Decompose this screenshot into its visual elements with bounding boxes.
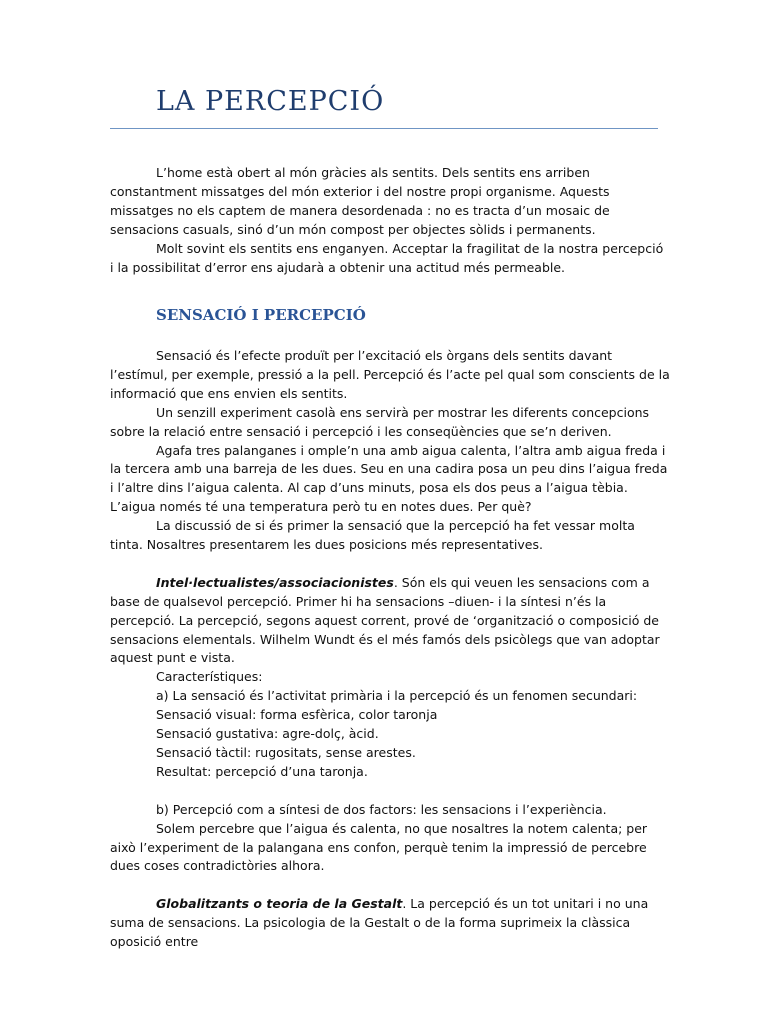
gestalt-text: . La percepció és un tot unitari i no una suma de sensacions. La psicologia de la Gestalt o de la forma suprimeix la clàssica oposició entre	[110, 896, 649, 950]
intro-section	[110, 164, 670, 277]
intellectualists-term: Intel·lectualistes/associacionistes	[156, 574, 394, 590]
gestalt-paragraph	[110, 895, 670, 952]
spacer	[110, 782, 670, 801]
point-b-paragraph: Solem percebre que l’aigua és calenta, no que nosaltres la notem calenta; per això l’experiment de la palangana ens confon, perquè tenim la impressió de percebre dues coses contradictòries alhora.	[110, 820, 648, 874]
spacer	[110, 876, 670, 895]
intellectualists-text: . Són els qui veuen les sensacions com a base de qualsevol percepció. Primer hi ha sensacions –diuen- i la síntesi n’és la percepció. La percepció, segons aquest corrent, prové de ‘organització o composició de sensacions elementals. Wilhelm Wundt és el més famós dels psicòlegs que van adoptar aquest punt e vista.	[110, 574, 660, 666]
list-item: a) La sensació és l’activitat primària i la percepció és un fenomen secundari:	[156, 688, 638, 704]
intellectualists-paragraph	[110, 574, 670, 669]
point-b-label: b) Percepció com a síntesi de dos factors: les sensacions i l’experiència.	[156, 801, 607, 817]
sensation-definition-paragraph: Sensació és l’efecte produït per l’excitació els òrgans dels sentits davant l’estímul, per exemple, pressió a la pell. Percepció és l’acte pel qual som conscients de la informació que ens envien els sentits.	[110, 348, 670, 401]
intro-paragraph-1: L’home està obert al món gràcies als sentits. Dels sentits ens arriben constantment missatges del món exterior i del nostre propi organisme. Aquests missatges no els captem de manera desordenada : no es tracta d’un mosaic de sensacions casuals, sinó d’un món compost per objectes sòlids i permanents.	[110, 165, 610, 237]
gestalt-term: Globalitzants o teoria de la Gestalt	[156, 896, 403, 912]
list-item: Sensació gustativa: agre-dolç, àcid.	[156, 726, 379, 742]
intro-paragraph-2: Molt sovint els sentits ens enganyen. Acceptar la fragilitat de la nostra percepció i la possibilitat d’error ens ajudarà a obtenir una actitud més permeable.	[110, 240, 664, 275]
experiment-intro-paragraph: Un senzill experiment casolà ens servirà per mostrar les diferents concepcions sobre la relació entre sensació i percepció i les conseqüències que se’n deriven.	[110, 404, 650, 439]
spacer	[110, 555, 670, 574]
list-item: Sensació tàctil: rugositats, sense arestes.	[156, 745, 416, 761]
title-underline	[110, 128, 658, 129]
list-item: Característiques:	[156, 669, 263, 685]
main-section	[110, 347, 670, 952]
discussion-paragraph: La discussió de si és primer la sensació que la percepció ha fet vessar molta tinta. Nosaltres presentarem les dues posicions més representatives.	[110, 518, 635, 553]
list-item: Resultat: percepció d’una taronja.	[156, 763, 368, 779]
page-title: LA PERCEPCIÓ	[156, 86, 385, 117]
section-heading: SENSACIÓ I PERCEPCIÓ	[156, 306, 366, 324]
experiment-paragraph: Agafa tres palanganes i omple’n una amb aigua calenta, l’altra amb aigua freda i la tercera amb una barreja de les dues. Seu en una cadira posa un peu dins l’aigua freda i l’altre dins l’aigua calenta. Al cap d’uns minuts, posa els dos peus a l’aigua tèbia. L’aigua només té una temperatura però tu en notes dues. Per què?	[110, 442, 668, 515]
list-item: Sensació visual: forma esfèrica, color taronja	[156, 707, 438, 723]
